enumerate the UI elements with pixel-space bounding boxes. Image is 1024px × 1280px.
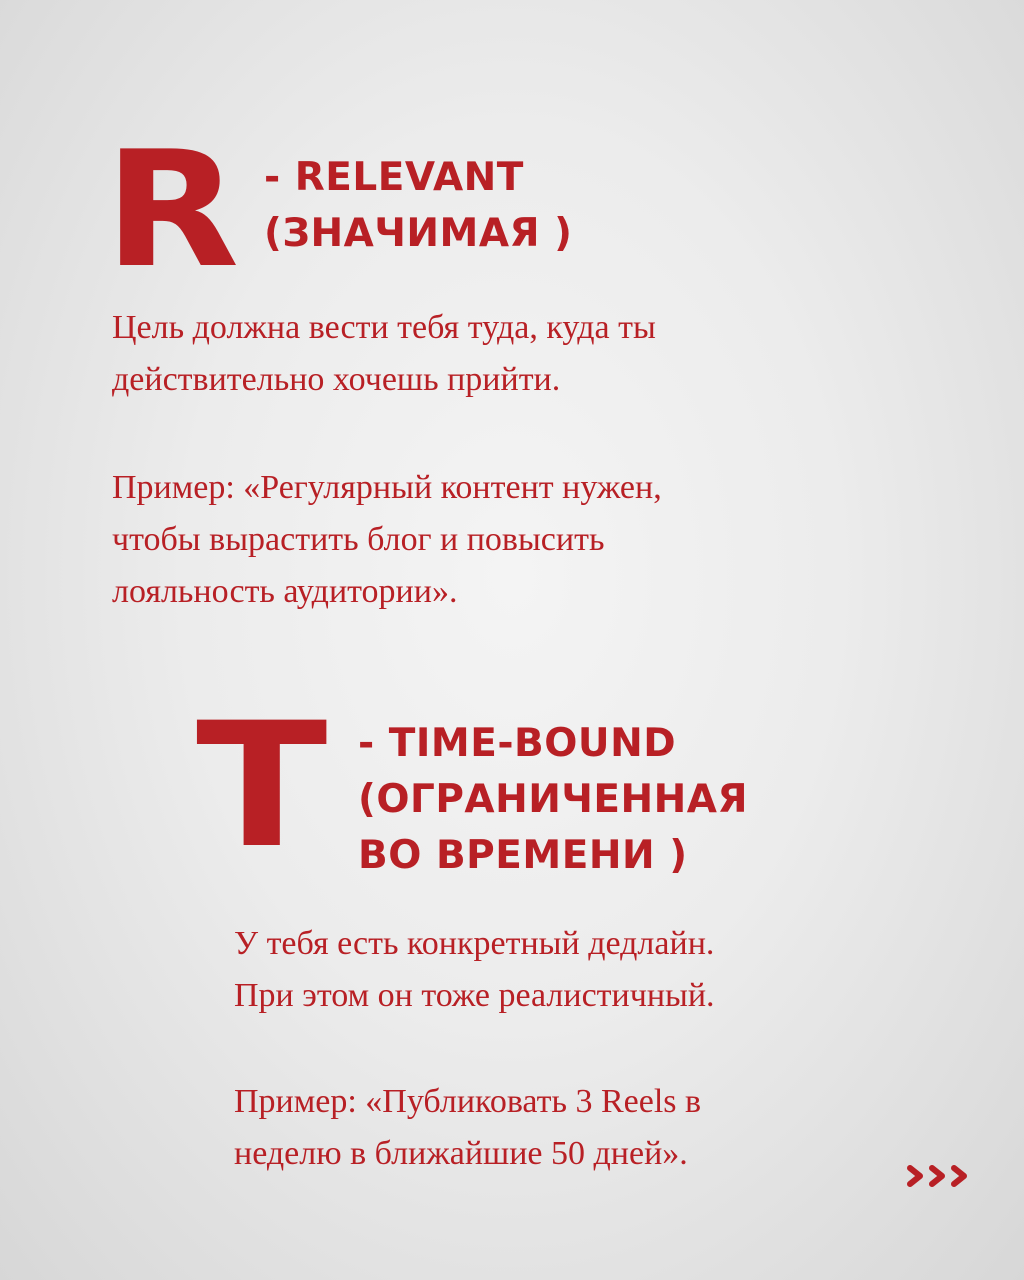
triple-chevron-right-icon[interactable] <box>904 1158 976 1194</box>
text-line: У тебя есть конкретный дедлайн. <box>234 925 715 962</box>
heading-line: ВО ВРЕМЕНИ ) <box>358 833 688 878</box>
heading-line: - RELEVANT <box>264 155 524 200</box>
text-line: лояльность аудитории». <box>112 573 458 610</box>
section-heading-relevant <box>264 150 572 262</box>
heading-line: - TIME-BOUND <box>358 721 677 766</box>
heading-line: (ОГРАНИЧЕННАЯ <box>358 777 749 822</box>
section-letter-t: T <box>196 685 328 886</box>
text-line: действительно хочешь прийти. <box>112 361 561 398</box>
text-line: Цель должна вести тебя туда, куда ты <box>112 309 656 346</box>
section-letter-r: R <box>104 116 240 303</box>
text-line: При этом он тоже реалистичный. <box>234 977 715 1014</box>
section-description-time-bound <box>234 918 715 1022</box>
text-line: неделю в ближайшие 50 дней». <box>234 1135 688 1172</box>
text-line: Пример: «Публиковать 3 Reels в <box>234 1083 702 1120</box>
heading-line: (ЗНАЧИМАЯ ) <box>264 211 573 256</box>
text-line: Пример: «Регулярный контент нужен, <box>112 469 662 506</box>
section-example-relevant <box>112 462 662 618</box>
section-example-time-bound <box>234 1076 701 1180</box>
text-line: чтобы вырастить блог и повысить <box>112 521 605 558</box>
section-description-relevant <box>112 302 656 406</box>
section-heading-time-bound <box>358 716 748 884</box>
